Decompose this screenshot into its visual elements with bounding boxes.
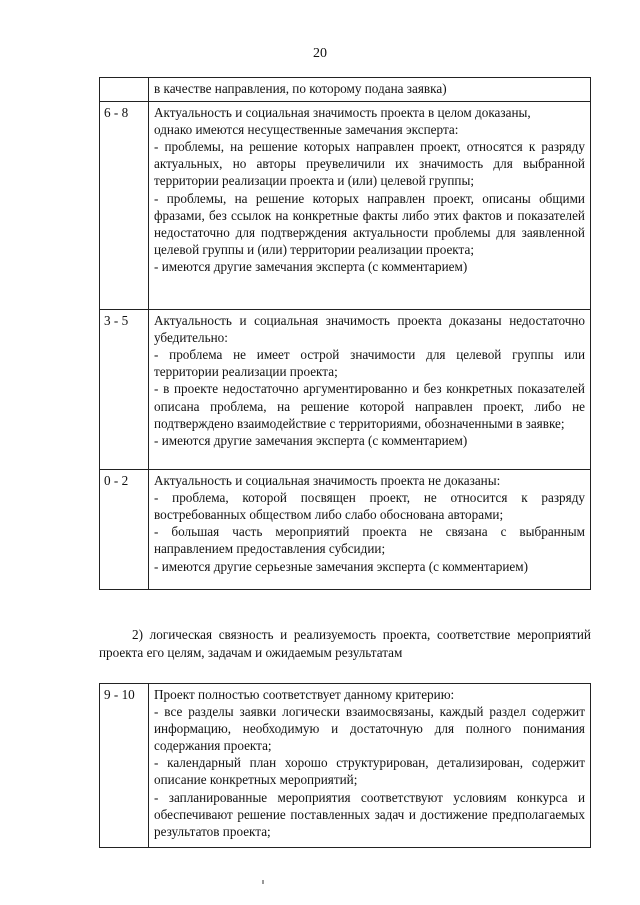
description-line: - имеются другие серьезные замечания эксперта (с комментарием) xyxy=(154,558,529,574)
description-line: - проблемы, на решение которых направлен проект, относятся к разряду актуальных, но авторы преувеличили их значимость для выбранной территории реализации проекта и (или) целевой группы; xyxy=(154,139,585,189)
criteria-table-relevance xyxy=(99,77,591,590)
score-cell: 3 - 5 xyxy=(100,310,149,470)
description-line: Актуальность и социальная значимость проекта доказаны недостаточно убедительно: xyxy=(154,313,585,346)
score-cell: 9 - 10 xyxy=(100,684,149,848)
page-number: 20 xyxy=(313,46,327,61)
description-line: Актуальность и социальная значимость проекта в целом доказаны, xyxy=(154,105,531,121)
score-cell: 0 - 2 xyxy=(100,470,149,590)
table-row xyxy=(100,470,591,590)
description-cell xyxy=(149,78,591,102)
description-line: - проблемы, на решение которых направлен проект, описаны общими фразами, без ссылок на конкретные факты либо этих фактов и показателей недостаточно для подтверждения актуальности проблемы для заявленной целевой группы и (или) территории реализации проекта; xyxy=(154,190,585,257)
description-cell xyxy=(149,684,591,848)
description-line: однако имеются несущественные замечания эксперта: xyxy=(154,122,459,138)
description-line: - проблема не имеет острой значимости для целевой группы или территории реализации проекта; xyxy=(154,347,585,380)
description-line: в качестве направления, по которому подана заявка) xyxy=(154,81,447,96)
table-row xyxy=(100,684,591,848)
section-heading: 2) логическая связность и реализуемость проекта, соответствие мероприятий проекта его целям, задачам и ожидаемым результатам xyxy=(99,627,591,660)
score-cell: 6 - 8 xyxy=(100,102,149,310)
criteria-table-logic xyxy=(99,683,591,848)
description-cell xyxy=(149,102,591,310)
description-line: - все разделы заявки логически взаимосвязаны, каждый раздел содержит информацию, необходимую и достаточную для полного понимания содержания проекта; xyxy=(154,704,585,754)
table-row xyxy=(100,310,591,470)
description-line: Проект полностью соответствует данному критерию: xyxy=(154,687,455,702)
scan-artifact xyxy=(262,880,264,884)
description-line: - имеются другие замечания эксперта (с комментарием) xyxy=(154,258,468,274)
description-cell xyxy=(149,310,591,470)
description-line: - календарный план хорошо структурирован, детализирован, содержит описание конкретных мероприятий; xyxy=(154,755,585,788)
score-cell xyxy=(100,78,149,102)
description-line: - проблема, которой посвящен проект, не относится к разряду востребованных обществом либо слабо обоснована авторами; xyxy=(154,490,585,523)
table-row xyxy=(100,102,591,310)
description-line: - в проекте недостаточно аргументированно и без конкретных показателей описана проблема, на решение которой направлен проект, либо не подтверждено взаимодействие с территориями, обозначенными в заявке; xyxy=(154,381,585,431)
description-line: - большая часть мероприятий проекта не связана с выбранным направлением предоставления субсидии; xyxy=(154,524,585,557)
description-cell xyxy=(149,470,591,590)
table-row xyxy=(100,78,591,102)
description-line: - запланированные мероприятия соответствуют условиям конкурса и обеспечивают решение поставленных задач и достижение предполагаемых результатов проекта; xyxy=(154,789,585,839)
description-line: - имеются другие замечания эксперта (с комментарием) xyxy=(154,432,468,448)
description-line: Актуальность и социальная значимость проекта не доказаны: xyxy=(154,473,501,489)
